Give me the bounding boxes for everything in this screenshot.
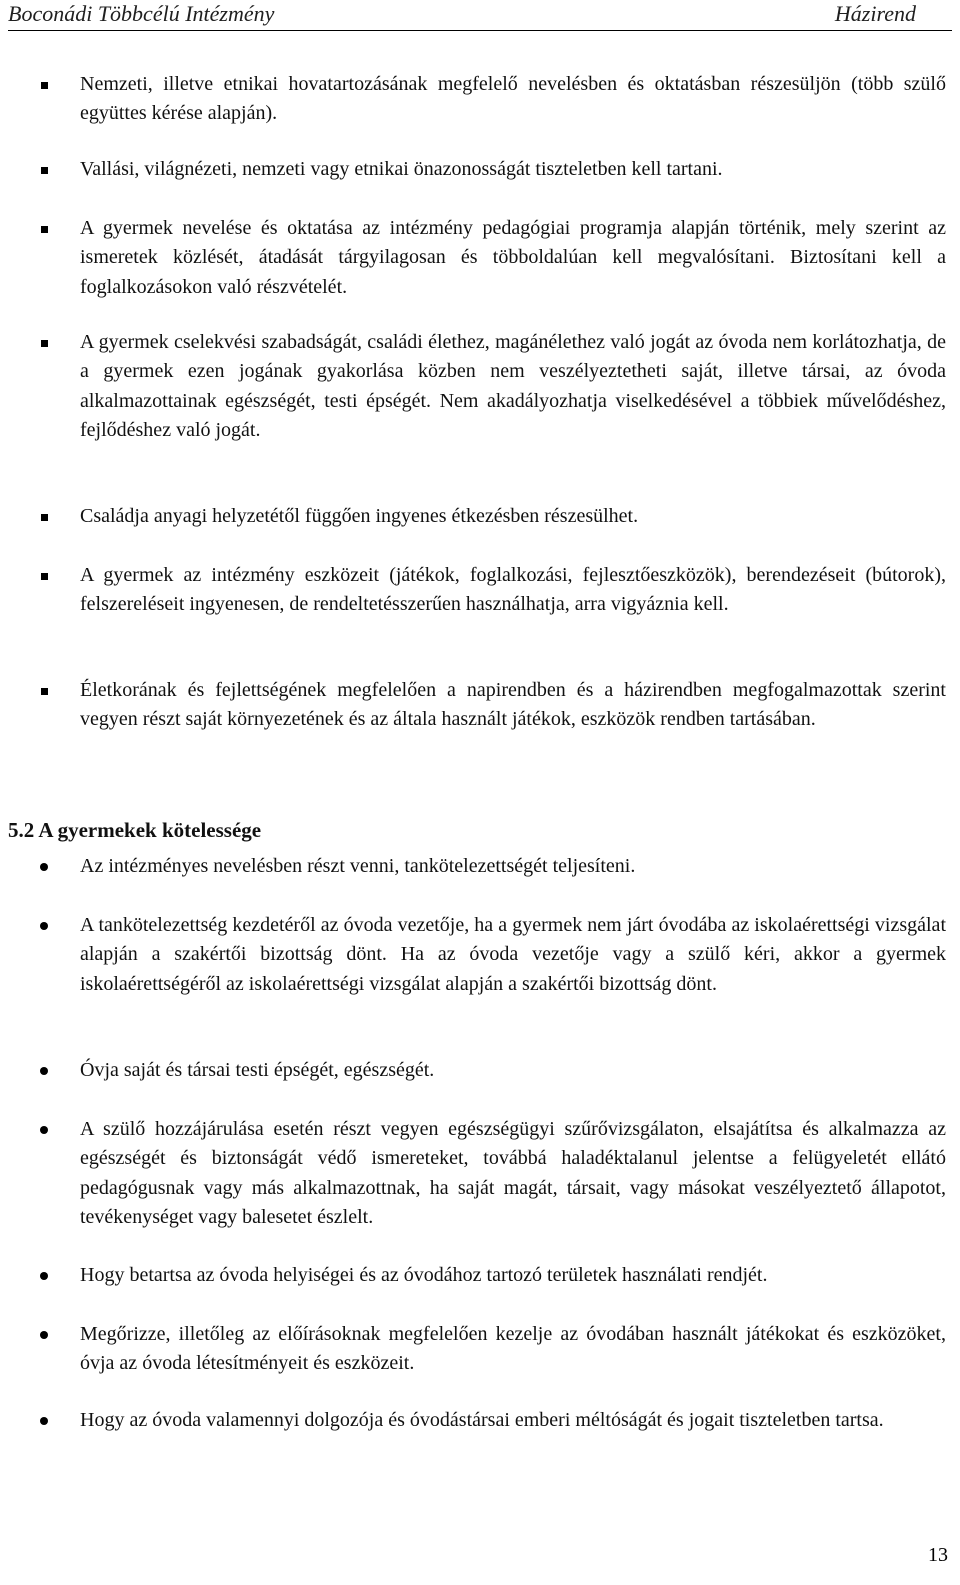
- square-bullet-icon: [41, 573, 48, 580]
- square-bullet-icon: [41, 82, 48, 89]
- list-item: Nemzeti, illetve etnikai hovatartozásának megfelelő nevelésben és oktatásban részesüljön (több szülő együttes kérése alapján).: [80, 73, 946, 125]
- institution-name: Boconádi Többcélú Intézmény: [8, 1, 275, 26]
- round-bullet-icon: [40, 922, 48, 930]
- round-bullet-icon: [40, 1272, 48, 1280]
- list-item: Életkorának és fejlettségének megfelelően a napirendben és a házirendben megfogalmazottak szerint vegyen részt saját környezetének és az általa használt játékok, eszközök rendben tartásában.: [80, 679, 946, 731]
- list-item: Megőrizze, illetőleg az előírásoknak megfelelően kezelje az óvodában használt játékokat és eszközöket, óvja az óvoda létesítményeit és eszközeit.: [80, 1323, 946, 1375]
- page-number: 13: [928, 1544, 948, 1566]
- square-bullet-icon: [41, 688, 48, 695]
- list-item: A szülő hozzájárulása esetén részt vegyen egészségügyi szűrővizsgálaton, elsajátítsa és alkalmazza az egészségét és biztonságát védő ismereteket, továbbá haladéktalanul jelentse a felügyeletét ellátó pedagógusnak vagy más alkalmazottnak, ha saját magát, társait, vagy másokat veszélyeztető állapotot, tevékenységet vagy balesetet észlelt.: [80, 1118, 946, 1228]
- list-item: A gyermek nevelése és oktatása az intézmény pedagógiai programja alapján történik, mely szerint az ismeretek közlését, átadását tárgyilagosan és többoldalúan kell megvalósítani. Biztosítani kell a foglalkozásokon való részvételét.: [80, 217, 946, 298]
- list-item: Hogy betartsa az óvoda helyiségei és az óvodához tartozó területek használati rendjét.: [80, 1264, 768, 1286]
- list-item: Vallási, világnézeti, nemzeti vagy etnikai önazonosságát tiszteletben kell tartani.: [80, 158, 723, 180]
- list-item: Az intézményes nevelésben részt venni, tankötelezettségét teljesíteni.: [80, 855, 636, 877]
- round-bullet-icon: [40, 1417, 48, 1425]
- list-item: Családja anyagi helyzetétől függően ingyenes étkezésben részesülhet.: [80, 505, 639, 527]
- list-item: A gyermek az intézmény eszközeit (játékok, foglalkozási, fejlesztőeszközök), berendezéseit (bútorok), felszereléseit ingyenesen, de rendeltetésszerűen használhatja, arra vigyáznia kell.: [80, 564, 946, 616]
- round-bullet-icon: [40, 1331, 48, 1339]
- round-bullet-icon: [40, 1126, 48, 1134]
- list-item: Óvja saját és társai testi épségét, egészségét.: [80, 1059, 435, 1081]
- square-bullet-icon: [41, 167, 48, 174]
- section-heading: 5.2 A gyermekek kötelessége: [8, 818, 262, 842]
- square-bullet-icon: [41, 514, 48, 521]
- list-item: Hogy az óvoda valamennyi dolgozója és óvodástársai emberi méltóságát és jogait tiszteletben tartsa.: [80, 1409, 884, 1431]
- document-title: Házirend: [834, 1, 916, 26]
- round-bullet-icon: [40, 1067, 48, 1075]
- list-item: A gyermek cselekvési szabadságát, családi élethez, magánélethez való jogát az óvoda nem korlátozhatja, de a gyermek ezen jogának gyakorlása közben nem veszélyeztetheti saját, illetve társai, az óvoda alkalmazottainak egészségét, testi épségét. Nem akadályozhatja viselkedésével a többiek művelődéshez, fejlődéshez való jogát.: [80, 331, 946, 441]
- list-item: A tankötelezettség kezdetéről az óvoda vezetője, ha a gyermek nem járt óvodába az iskolaérettségi vizsgálat alapján a szakértői bizottság dönt. Ha az óvoda vezetője vagy a szülő kéri, akkor a gyermek iskolaérettségéről az iskolaérettségi vizsgálat alapján a szakértői bizottság dönt.: [80, 914, 946, 995]
- square-bullet-icon: [41, 226, 48, 233]
- square-bullet-icon: [41, 340, 48, 347]
- page-header: [8, 0, 952, 31]
- round-bullet-icon: [40, 863, 48, 871]
